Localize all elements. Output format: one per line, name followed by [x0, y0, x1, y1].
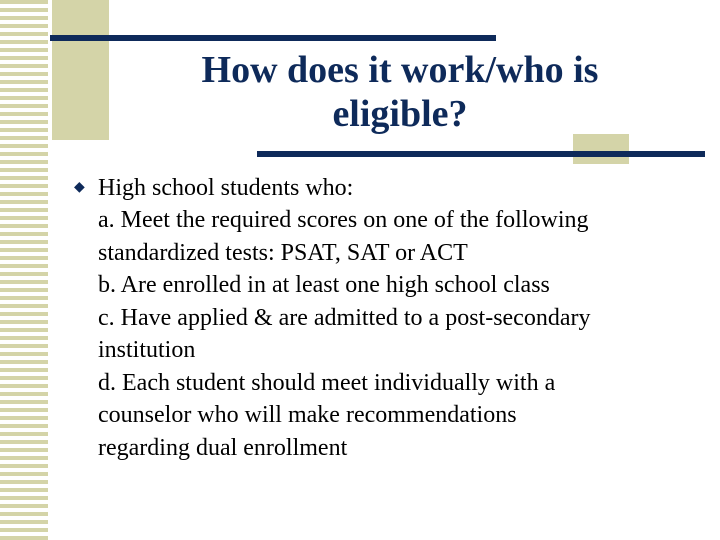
sub-item-b-line-1: b. Are enrolled in at least one high school class: [98, 272, 550, 298]
sub-item-d-line-3: regarding dual enrollment: [98, 434, 348, 461]
bullet-item: [74, 172, 694, 204]
decorative-block-bottom: [573, 134, 629, 164]
diamond-bullet-icon: ◆: [74, 180, 85, 195]
sub-item-d-line-2: counselor who will make recommendations: [98, 402, 517, 428]
sub-item-list: [74, 204, 694, 464]
sub-item-a-line-2: standardized tests: PSAT, SAT or ACT: [98, 239, 468, 266]
title-rule-bottom: [257, 151, 705, 157]
sub-item-d-line-1: d. Each student should meet individually with a: [98, 369, 556, 396]
title-line-2: eligible?: [332, 93, 468, 135]
decorative-stripe-column: [0, 0, 50, 540]
slide-body: [74, 172, 694, 464]
slide-title: [110, 48, 690, 136]
sub-item-c-line-2: institution: [98, 337, 196, 363]
sub-item-c-line-1: c. Have applied & are admitted to a post-secondary: [98, 304, 591, 331]
sub-item-a-line-1: a. Meet the required scores on one of the following: [98, 207, 589, 233]
title-rule-top: [50, 35, 496, 41]
title-line-1: How does it work/who is: [201, 49, 599, 91]
bullet-text: High school students who:: [98, 175, 354, 201]
decorative-block-top: [52, 0, 109, 140]
